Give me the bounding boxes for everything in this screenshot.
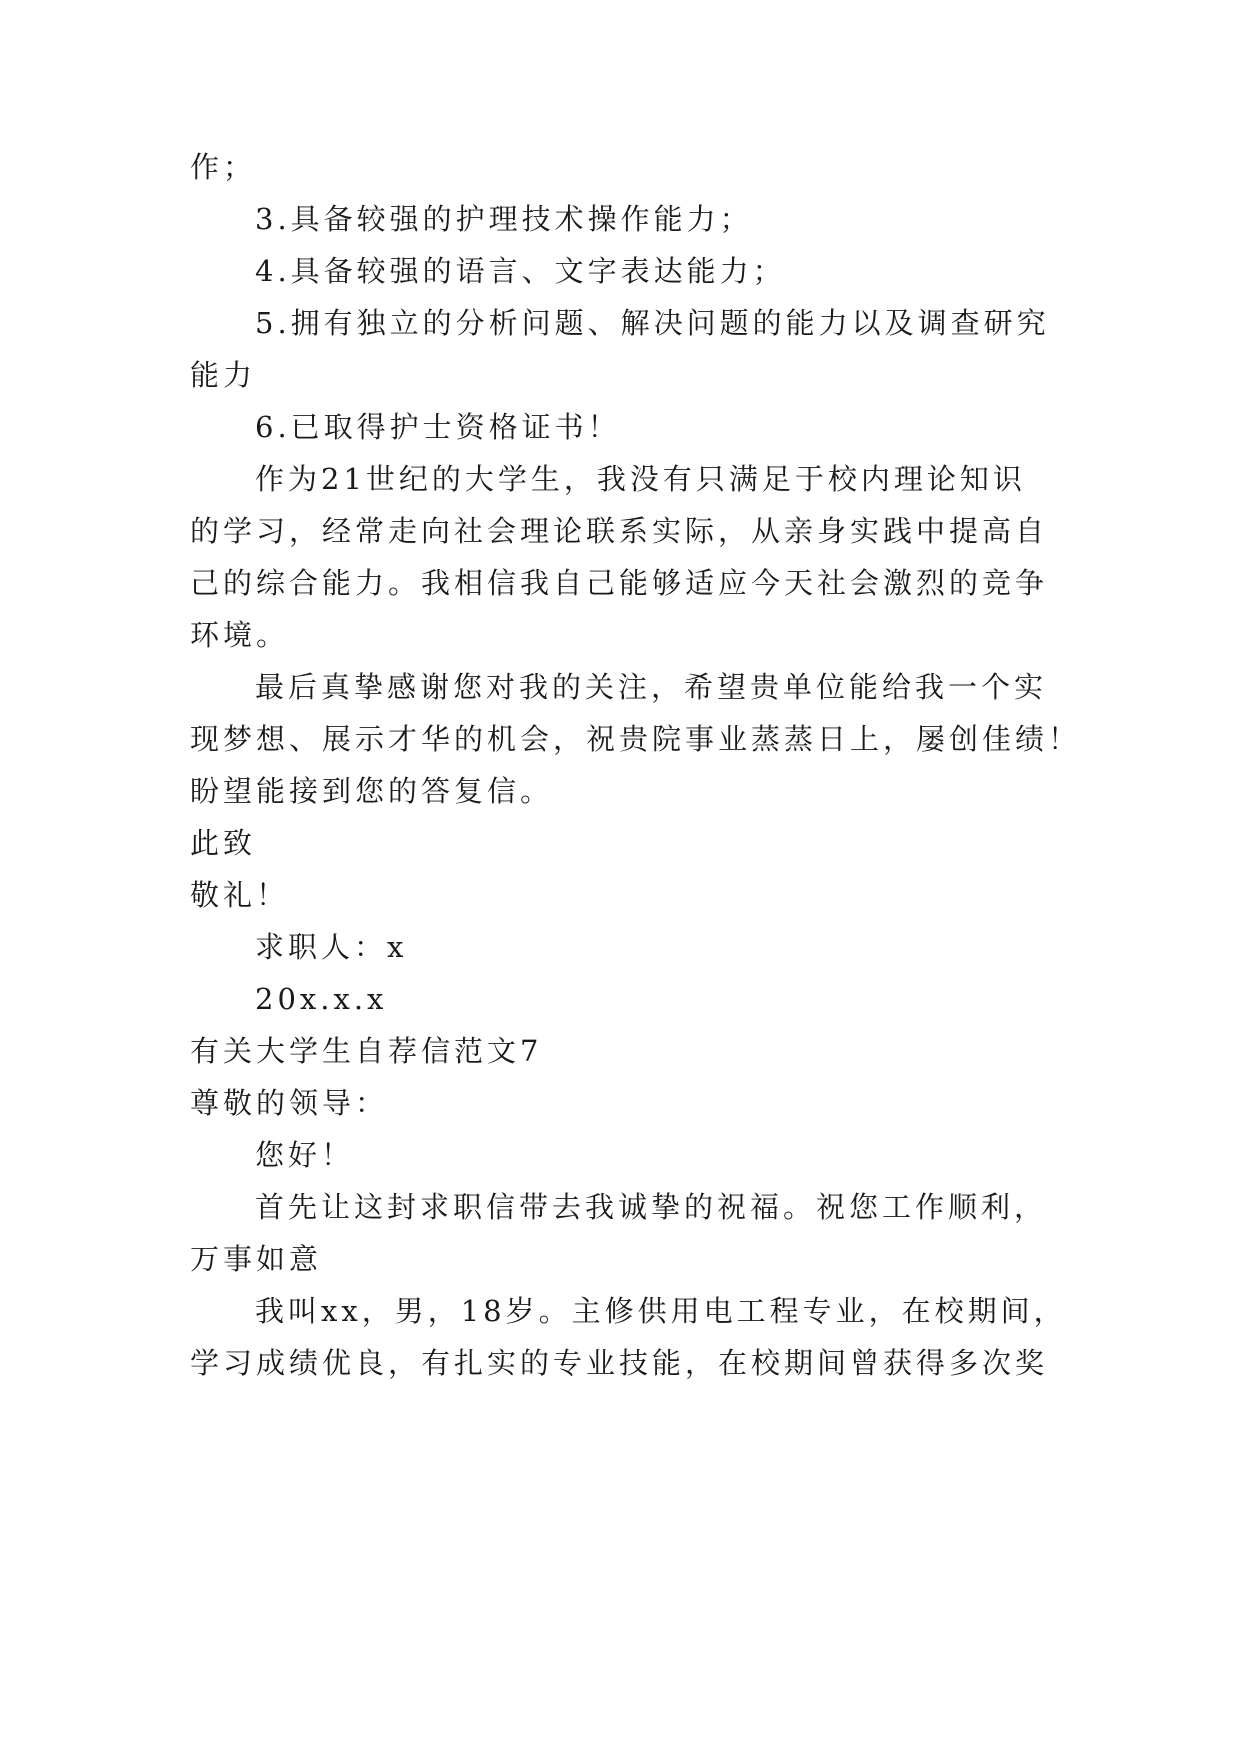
text-line: 3.具备较强的护理技术操作能力； <box>255 202 753 236</box>
text-line: 作； <box>190 150 257 184</box>
text-line: 环境。 <box>190 618 290 652</box>
text-line: 能力 <box>190 358 257 392</box>
text-line: 万事如意 <box>190 1242 323 1276</box>
text-line: 5.拥有独立的分析问题、解决问题的能力以及调查研究 <box>255 306 1050 340</box>
signature-name: 求职人：x <box>255 930 408 964</box>
text-line: 最后真挚感谢您对我的关注，希望贵单位能给我一个实 <box>255 670 1048 704</box>
text-line: 4.具备较强的语言、文字表达能力； <box>255 254 786 288</box>
closing-salutation: 此致 <box>190 826 257 860</box>
text-line: 盼望能接到您的答复信。 <box>190 774 554 808</box>
greeting: 您好！ <box>255 1138 355 1172</box>
text-line: 6.已取得护士资格证书！ <box>255 410 621 444</box>
text-line: 的学习，经常走向社会理论联系实际，从亲身实践中提高自 <box>190 514 1049 548</box>
closing-regards: 敬礼！ <box>190 878 290 912</box>
text-line: 首先让这封求职信带去我诚挚的祝福。祝您工作顺利， <box>255 1190 1048 1224</box>
signature-date: 20x.x.x <box>255 982 388 1016</box>
text-line: 现梦想、展示才华的机会，祝贵院事业蒸蒸日上，屡创佳绩！ <box>190 722 1082 756</box>
text-line: 己的综合能力。我相信我自己能够适应今天社会激烈的竞争 <box>190 566 1049 600</box>
greeting-recipient: 尊敬的领导： <box>190 1086 389 1120</box>
text-line: 学习成绩优良，有扎实的专业技能，在校期间曾获得多次奖 <box>190 1346 1049 1380</box>
section-heading: 有关大学生自荐信范文7 <box>190 1034 543 1068</box>
text-line: 我叫xx，男，18岁。主修供用电工程专业，在校期间， <box>255 1294 1067 1328</box>
text-line: 作为21世纪的大学生，我没有只满足于校内理论知识 <box>255 462 1026 496</box>
